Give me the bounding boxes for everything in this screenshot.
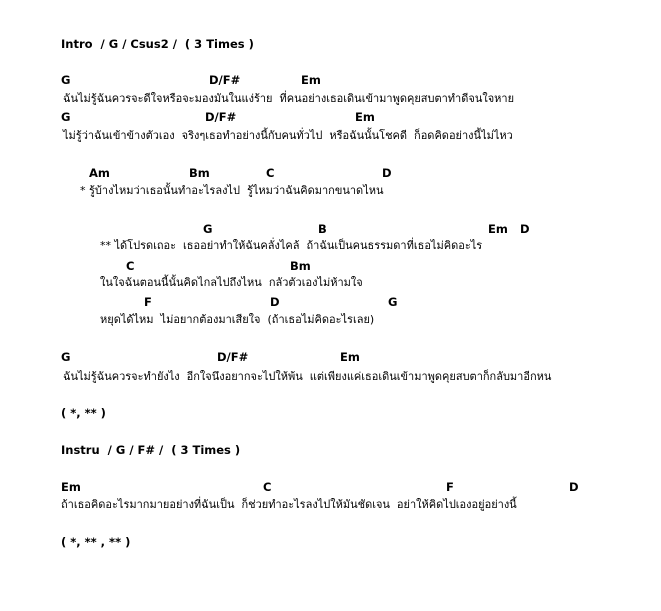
chord: C bbox=[126, 259, 135, 273]
chord: C bbox=[263, 480, 272, 494]
chord: G bbox=[61, 350, 71, 364]
chord: Em bbox=[488, 222, 508, 236]
chord: Am bbox=[89, 166, 110, 180]
chord: C bbox=[266, 166, 275, 180]
lyric-line: ไม่รู้ว่าฉันเข้าข้างตัวเอง จริงๆเธอทำอย่างนี้กับคนทั่วไป หรือฉันนั้นโชคดี ก็อดคิดอย่างนี้ไม่ไหว bbox=[63, 129, 513, 142]
chord: F bbox=[144, 295, 152, 309]
chord: D bbox=[569, 480, 579, 494]
chord: D/F# bbox=[209, 73, 241, 87]
instru-line: Instru / G / F# / ( 3 Times ) bbox=[61, 443, 241, 457]
chord: D/F# bbox=[205, 110, 237, 124]
chord: D bbox=[382, 166, 392, 180]
lyric-line: ** ได้โปรดเถอะ เธออย่าทำให้ฉันคลั่งไคล้ ถ้าฉันเป็นคนธรรมดาที่เธอไม่คิดอะไร bbox=[100, 239, 483, 252]
lyric-line: หยุดได้ไหม ไม่อยากต้องมาเสียใจ (ถ้าเธอไม่คิดอะไรเลย) bbox=[100, 313, 375, 326]
lyric-line: ถ้าเธอคิดอะไรมากมายอย่างที่ฉันเป็น ก็ช่วยทำอะไรลงไปให้มันชัดเจน อย่าให้คิดไปเองอยู่อย่างนี้ bbox=[61, 498, 517, 511]
intro-line: Intro / G / Csus2 / ( 3 Times ) bbox=[61, 37, 254, 51]
chord: Em bbox=[301, 73, 321, 87]
chord: G bbox=[203, 222, 213, 236]
chord: G bbox=[61, 110, 71, 124]
chord: D bbox=[270, 295, 280, 309]
chord: D bbox=[520, 222, 530, 236]
chord: Em bbox=[340, 350, 360, 364]
lyric-line: ฉันไม่รู้ฉันควรจะทำยังไง อีกใจนึงอยากจะไปให้พ้น แต่เพียงแค่เธอเดินเข้ามาพูดคุยสบตาก็กลับมาอีกหน bbox=[63, 370, 552, 383]
chord: G bbox=[61, 73, 71, 87]
lyric-line: ฉันไม่รู้ฉันควรจะดีใจหรือจะมองมันในแง่ร้าย ที่คนอย่างเธอเดินเข้ามาพูดคุยสบตาทำดีจนใจหาย bbox=[63, 92, 515, 105]
chord: F bbox=[446, 480, 454, 494]
chord: G bbox=[388, 295, 398, 309]
lyric-line: * รู้บ้างไหมว่าเธอนั้นทำอะไรลงไป รู้ไหมว่าฉันคิดมากขนาดไหน bbox=[80, 184, 384, 197]
lyric-line: ในใจฉันตอนนี้นั้นคิดไกลไปถึงไหน กลัวตัวเองไม่ห้ามใจ bbox=[100, 276, 363, 289]
chord: Em bbox=[355, 110, 375, 124]
repeat-marker: ( *, ** ) bbox=[61, 406, 106, 420]
chord: D/F# bbox=[217, 350, 249, 364]
chord: B bbox=[318, 222, 327, 236]
chord: Em bbox=[61, 480, 81, 494]
chord: Bm bbox=[189, 166, 210, 180]
chord: Bm bbox=[290, 259, 311, 273]
repeat-marker: ( *, ** , ** ) bbox=[61, 535, 131, 549]
